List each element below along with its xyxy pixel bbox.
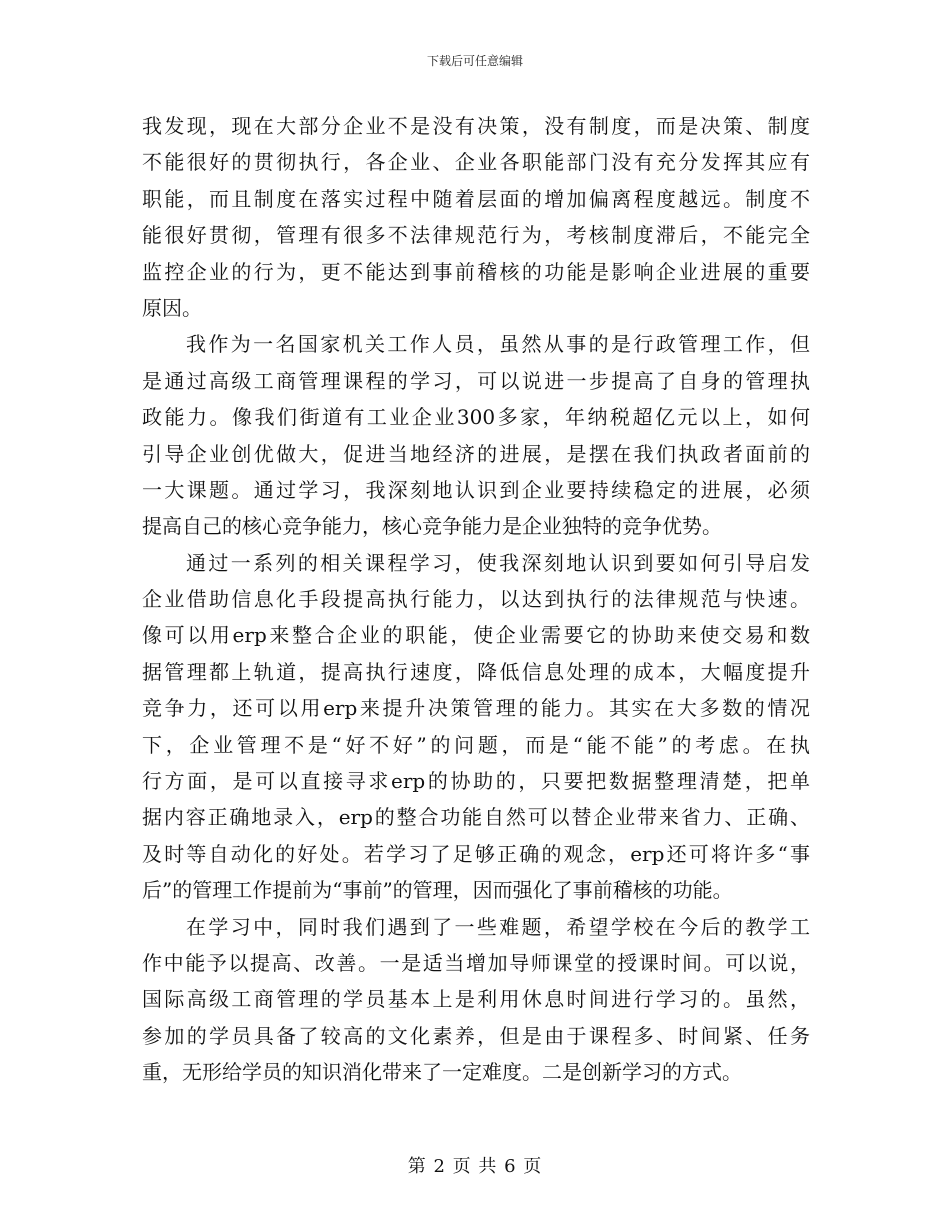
text-line: 企业借助信息化手段提高执行能力，以达到执行的法律规范与快速。 (142, 587, 810, 612)
text-line: 参加的学员具备了较高的文化素养，但是由于课程多、时间紧、任务 (142, 1023, 810, 1048)
text-line: 在学习中，同时我们遇到了一些难题，希望学校在今后的教学工 (186, 914, 810, 939)
text-line: 职能，而且制度在落实过程中随着层面的增加偏离程度越远。制度不 (142, 186, 810, 211)
text-line: 据管理都上轨道，提高执行速度，降低信息处理的成本，大幅度提升 (142, 659, 810, 684)
text-line: 是通过高级工商管理课程的学习，可以说进一步提高了自身的管理执 (142, 368, 810, 393)
text-line: 及时等自动化的好处。若学习了足够正确的观念，erp还可将许多“事 (142, 841, 810, 866)
text-line: 作中能予以提高、改善。一是适当增加导师课堂的授课时间。可以说， (142, 950, 810, 975)
text-line: 政能力。像我们街道有工业企业300多家，年纳税超亿元以上，如何 (142, 405, 810, 430)
text-line: 我发现，现在大部分企业不是没有决策，没有制度，而是决策、制度 (142, 114, 810, 138)
text-line: 据内容正确地录入，erp的整合功能自然可以替企业带来省力、正确、 (142, 805, 810, 830)
paragraph (142, 108, 810, 326)
page-header: 下载后可任意编辑 (426, 54, 523, 68)
text-line: 监控企业的行为，更不能达到事前稽核的功能是影响企业进展的重要 (142, 259, 810, 284)
text-line: 竞争力，还可以用erp来提升决策管理的能力。其实在大多数的情况 (142, 696, 810, 721)
text-line: 下，企业管理不是“好不好”的问题，而是“能不能”的考虑。在执 (142, 732, 810, 757)
document-body (142, 108, 810, 1091)
text-line: 能很好贯彻，管理有很多不法律规范行为，考核制度滞后，不能完全 (142, 223, 810, 248)
text-line: 原因。 (142, 295, 202, 320)
text-line: 像可以用erp来整合企业的职能，使企业需要它的协助来使交易和数 (142, 623, 810, 648)
text-line: 提高自己的核心竞争能力，核心竞争能力是企业独特的竞争优势。 (142, 514, 722, 539)
page-number: 第 2 页 共 6 页 (407, 1156, 543, 1177)
text-line: 引导企业创优做大，促进当地经济的进展，是摆在我们执政者面前的 (142, 441, 810, 466)
text-line: 我作为一名国家机关工作人员，虽然从事的是行政管理工作，但 (186, 332, 810, 357)
paragraph (142, 909, 810, 1091)
text-line: 不能很好的贯彻执行，各企业、企业各职能部门没有充分发挥其应有 (142, 150, 810, 175)
text-line: 行方面，是可以直接寻求erp的协助的，只要把数据整理清楚，把单 (142, 769, 810, 794)
text-line: 一大课题。通过学习，我深刻地认识到企业要持续稳定的进展，必须 (142, 477, 810, 502)
paragraph (142, 545, 810, 909)
text-line: 重，无形给学员的知识消化带来了一定难度。二是创新学习的方式。 (142, 1060, 742, 1085)
text-line: 通过一系列的相关课程学习，使我深刻地认识到要如何引导启发 (186, 550, 810, 575)
text-line: 后”的管理工作提前为“事前”的管理，因而强化了事前稽核的功能。 (142, 878, 733, 903)
text-line: 国际高级工商管理的学员基本上是利用休息时间进行学习的。虽然， (142, 987, 810, 1012)
paragraph (142, 326, 810, 544)
